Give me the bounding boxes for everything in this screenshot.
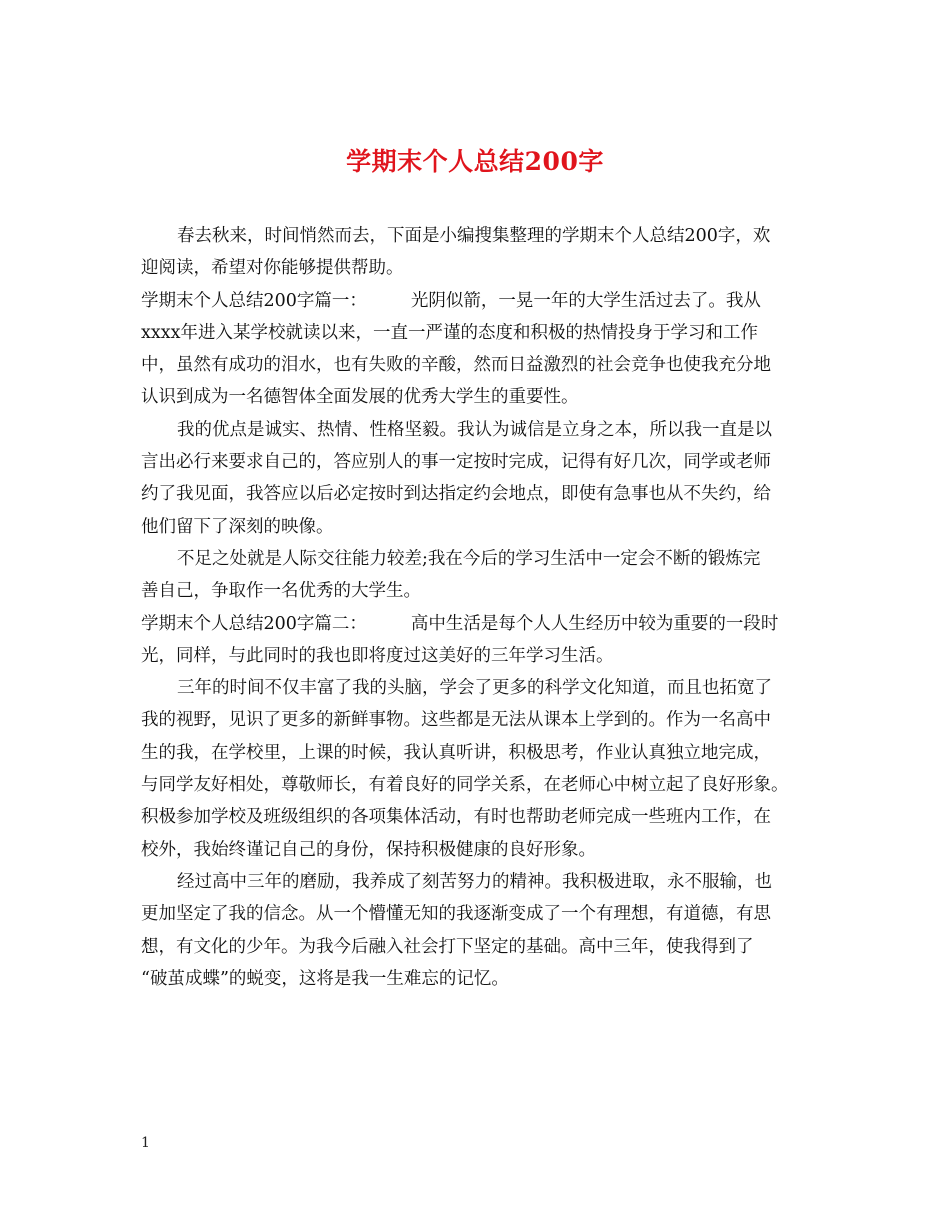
line-text: 不足之处就是人际交往能力较差;我在今后的学习生活中一定会不断的锻炼完: [177, 548, 761, 569]
paragraph-line: [141, 737, 821, 769]
paragraph-line: [141, 381, 821, 413]
paragraph-line: [141, 963, 821, 995]
line-text: xxxx年进入某学校就读以来，一直一严谨的态度和积极的热情投身于学习和工作: [141, 322, 758, 343]
line-text: 他们留下了深刻的映像。: [141, 516, 334, 537]
line-text: 经过高中三年的磨励，我养成了刻苦努力的精神。我积极进取，永不服输，也: [177, 871, 772, 892]
paragraph-line: [141, 575, 821, 607]
paragraph-line: [141, 478, 821, 510]
document-title: 学期末个人总结200字: [346, 147, 604, 176]
line-text: 迎阅读，希望对你能够提供帮助。: [141, 258, 404, 279]
section-heading: 学期末个人总结200字篇一：: [141, 290, 367, 311]
paragraph-line: [141, 801, 821, 833]
paragraph-line: [141, 640, 821, 672]
paragraph-line: [141, 866, 821, 898]
line-text: 我的优点是诚实、热情、性格坚毅。我认为诚信是立身之本，所以我一直是以: [177, 419, 772, 440]
line-text: 认识到成为一名德智体全面发展的优秀大学生的重要性。: [141, 387, 579, 408]
paragraph-line: [141, 317, 821, 349]
line-text: 光，同样，与此同时的我也即将度过这美好的三年学习生活。: [141, 645, 614, 666]
paragraph-line: [141, 349, 821, 381]
section-heading: 学期末个人总结200字篇二：: [141, 613, 367, 634]
document-body: [141, 220, 821, 995]
paragraph-line: [141, 704, 821, 736]
line-text: 校外，我始终谨记自己的身份，保持积极健康的良好形象。: [141, 839, 596, 860]
paragraph-line: [141, 446, 821, 478]
line-text: 我的视野，见识了更多的新鲜事物。这些都是无法从课本上学到的。作为一名高中: [141, 710, 771, 731]
paragraph-line: [141, 898, 821, 930]
paragraph-line: [141, 220, 821, 252]
line-text: 约了我见面，我答应以后必定按时到达指定约会地点，即使有急事也从不失约，给: [141, 484, 771, 505]
line-text: 春去秋来，时间悄然而去，下面是小编搜集整理的学期末个人总结200字，欢: [177, 226, 771, 246]
line-text: 光阴似箭，一晃一年的大学生活过去了。我从: [410, 290, 761, 311]
paragraph-line: [141, 414, 821, 446]
paragraph-line: [141, 252, 821, 284]
section-heading-line: [141, 285, 821, 317]
line-text: 中，虽然有成功的泪水，也有失败的辛酸，然而日益激烈的社会竞争也使我充分地: [141, 355, 771, 376]
line-text: 更加坚定了我的信念。从一个懵懂无知的我逐渐变成了一个有理想，有道德，有思: [141, 904, 771, 925]
page-number: 1: [141, 1135, 150, 1151]
line-text: 与同学友好相处，尊敬师长，有着良好的同学关系，在老师心中树立起了良好形象。: [141, 775, 789, 796]
line-text: 善自己，争取作一名优秀的大学生。: [141, 581, 421, 602]
paragraph-line: [141, 543, 821, 575]
section-heading-line: [141, 608, 821, 640]
paragraph-line: [141, 931, 821, 963]
paragraph-line: [141, 834, 821, 866]
line-text: 积极参加学校及班级组织的各项集体活动，有时也帮助老师完成一些班内工作，在: [141, 807, 771, 828]
paragraph-line: [141, 511, 821, 543]
line-text: “破茧成蝶”的蜕变，这将是我一生难忘的记忆。: [141, 968, 509, 989]
paragraph-line: [141, 672, 821, 704]
line-text: 言出必行来要求自己的，答应别人的事一定按时完成，记得有好几次，同学或老师: [141, 452, 771, 473]
line-text: 三年的时间不仅丰富了我的头脑，学会了更多的科学文化知道，而且也拓宽了: [177, 678, 772, 699]
line-text: 想，有文化的少年。为我今后融入社会打下坚定的基础。高中三年，使我得到了: [141, 936, 754, 957]
paragraph-line: [141, 769, 821, 801]
line-text: 高中生活是每个人人生经历中较为重要的一段时: [410, 613, 779, 634]
line-text: 生的我，在学校里，上课的时候，我认真听讲，积极思考，作业认真独立地完成，: [141, 742, 771, 763]
